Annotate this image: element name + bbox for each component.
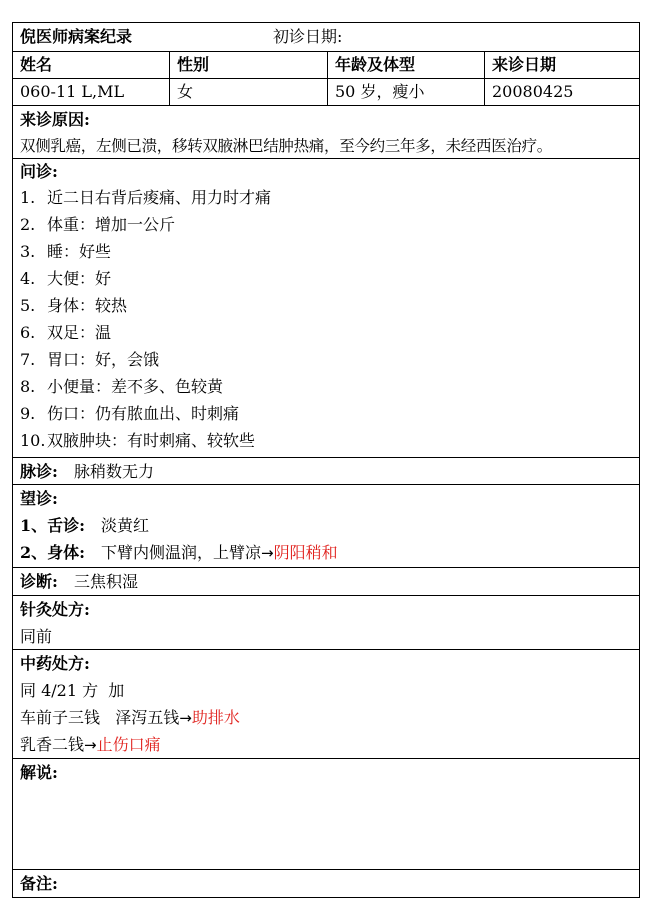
tongue-text: 淡黄红 — [101, 516, 150, 535]
diagnosis-section — [13, 568, 639, 596]
list-item-number: 3. — [20, 242, 36, 261]
observation-section — [13, 485, 639, 568]
list-item-number: 8. — [20, 377, 36, 396]
list-item-text: 睡：好些 — [47, 242, 112, 261]
age-header-cell — [328, 52, 485, 78]
pulse-label: 脉诊: — [20, 462, 58, 481]
sex-value-cell — [170, 79, 328, 105]
list-item-text: 胃口：好，会饿 — [47, 350, 160, 369]
visit-date-value-cell — [485, 79, 641, 105]
list-item-number: 2. — [20, 215, 36, 234]
diagnosis-label: 诊断: — [20, 572, 58, 591]
patient-sex: 女 — [177, 82, 194, 101]
herbal-label: 中药处方: — [20, 654, 90, 673]
name-header: 姓名 — [20, 55, 53, 74]
list-item-text: 伤口：仍有脓血出、时刺痛 — [47, 404, 240, 423]
herbal-line-2-text: 车前子三钱 泽泻五钱 — [20, 708, 180, 727]
list-item-text: 双腋肿块：有时刺痛、较软些 — [47, 431, 256, 450]
herbal-line-3-note: 止伤口痛 — [96, 735, 161, 754]
observation-label: 望诊: — [20, 489, 58, 508]
age-value-cell — [328, 79, 485, 105]
list-item-text: 近二日右背后痠痛、用力时才痛 — [47, 188, 272, 207]
remarks-section — [13, 870, 639, 899]
inquiry-section — [13, 159, 639, 458]
info-values-row — [13, 79, 639, 106]
list-item-number: 4. — [20, 269, 36, 288]
reason-label: 来诊原因: — [20, 110, 90, 129]
list-item — [20, 269, 620, 289]
list-item-number: 1. — [20, 188, 36, 207]
list-item-number: 9. — [20, 404, 36, 423]
body-note: 阴阳稍和 — [273, 543, 338, 562]
name-header-cell — [13, 52, 170, 78]
herbal-line-3 — [20, 735, 161, 755]
herbal-line-2 — [20, 708, 240, 728]
list-item-text: 小便量：差不多、色较黄 — [47, 377, 224, 396]
arrow-right-icon: → — [84, 736, 97, 754]
list-item-number: 7. — [20, 350, 36, 369]
first-visit-date-label: 初诊日期: — [273, 27, 343, 46]
list-item — [20, 350, 620, 370]
list-item-text: 大便：好 — [47, 269, 112, 288]
list-item — [20, 188, 620, 208]
list-item — [20, 377, 620, 397]
list-item-text: 体重：增加一公斤 — [47, 215, 176, 234]
visit-date-header-cell — [485, 52, 641, 78]
herbal-line-3-text: 乳香二钱 — [20, 735, 85, 754]
list-item-number: 10. — [20, 431, 46, 450]
body-observation — [101, 543, 338, 563]
visit-date: 20080425 — [492, 82, 574, 101]
pulse-section — [13, 458, 639, 485]
list-item-text: 身体：较热 — [47, 296, 128, 315]
record-title: 倪医师病案纪录 — [20, 27, 133, 46]
sex-header: 性别 — [177, 55, 210, 74]
remarks-label: 备注: — [20, 874, 58, 893]
medical-record-form — [12, 22, 640, 898]
arrow-right-icon: → — [261, 544, 274, 562]
list-item — [20, 323, 620, 343]
list-item — [20, 215, 620, 235]
age-header: 年龄及体型 — [335, 55, 416, 74]
arrow-right-icon: → — [179, 709, 192, 727]
tongue-label: 1、舌诊: — [20, 516, 86, 535]
visit-date-header: 来诊日期 — [492, 55, 557, 74]
sex-header-cell — [170, 52, 328, 78]
list-item — [20, 296, 620, 316]
list-item — [20, 404, 620, 424]
acupuncture-section — [13, 596, 639, 650]
herbal-section — [13, 650, 639, 759]
list-item-text: 双足：温 — [47, 323, 112, 342]
explanation-label: 解说: — [20, 763, 58, 782]
patient-id: 060-11 L,ML — [20, 82, 125, 101]
list-item — [20, 431, 620, 451]
name-value-cell — [13, 79, 170, 105]
acupuncture-text: 同前 — [20, 627, 53, 646]
body-text: 下臂内侧温润，上臂凉 — [101, 543, 262, 562]
inquiry-label: 问诊: — [20, 162, 58, 181]
reason-text: 双侧乳癌，左侧已溃，移转双腋淋巴结肿热痛，至今约三年多，未经西医治疗。 — [20, 137, 553, 155]
title-row — [13, 23, 639, 52]
body-label: 2、身体: — [20, 543, 86, 562]
list-item-number: 6. — [20, 323, 36, 342]
diagnosis-text: 三焦积湿 — [74, 572, 139, 591]
patient-age-build: 50 岁，瘦小 — [335, 82, 425, 101]
acupuncture-label: 针灸处方: — [20, 600, 90, 619]
herbal-line-2-note: 助排水 — [191, 708, 240, 727]
herbal-line-1: 同 4/21 方 加 — [20, 681, 125, 700]
reason-section — [13, 106, 639, 159]
list-item-number: 5. — [20, 296, 36, 315]
explanation-section — [13, 759, 639, 870]
pulse-text: 脉稍数无力 — [74, 462, 155, 481]
info-header-row — [13, 52, 639, 79]
list-item — [20, 242, 620, 262]
